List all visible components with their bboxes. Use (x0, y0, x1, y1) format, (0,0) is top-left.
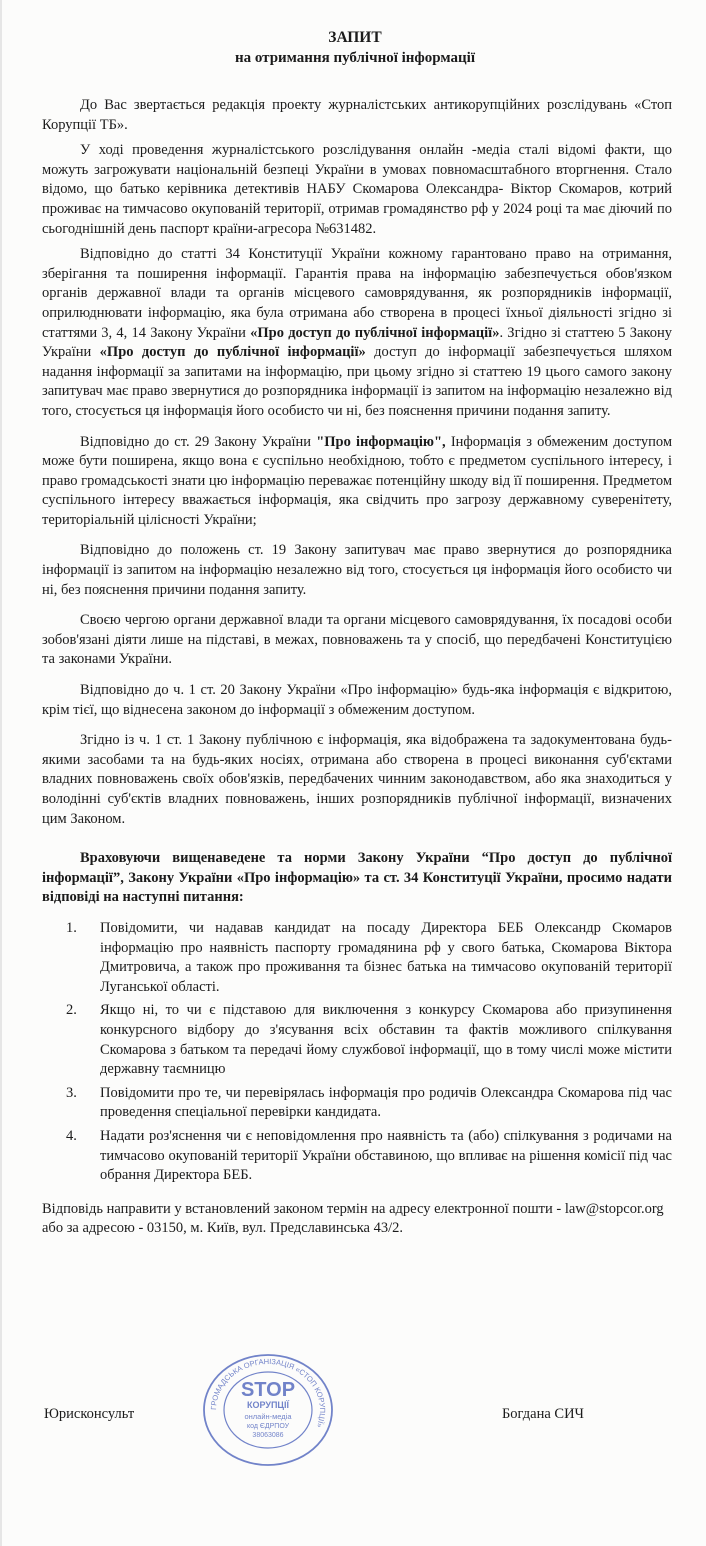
law-name-public-info-2: «Про доступ до публічної інформації» (99, 344, 366, 361)
article-29-text-1: Відповідно до ст. 29 Закону України (80, 433, 317, 450)
article-29-paragraph (42, 433, 672, 531)
stamp-main-text: STOP (240, 1379, 296, 1401)
intro-paragraph: До Вас звертається редакція проекту журналістських антикорупційних розслідувань «Стоп Корупції ТБ». (42, 97, 672, 133)
closing-paragraph: Відповідь направити у встановлений законом термін на адресу електронної пошти - law@stopcor.org або за адресою - 03150, м. Київ, вул. Предславинська 43/2. (42, 1200, 664, 1237)
constitution-text-2: . Згідно зі статтею 5 Закону України (42, 324, 672, 361)
document-subtitle: на отримання публічної інформації (234, 50, 476, 66)
title-block (2, 28, 706, 68)
question-number: 4. (66, 1127, 77, 1144)
question-text: Повідомити про те, чи перевірялась інформація про родичів Олександра Скомарова під час проведення спеціальної перевірки кандидата. (100, 1084, 672, 1121)
stamp-line-1: онлайн-медіа (244, 1412, 292, 1421)
question-text: Повідомити, чи надавав кандидат на посаду Директора БЕБ Олександр Скомаров інформацію про наявність паспорту громадянина рф у свого батька, Скомарова Віктора Дмитровича, а також про проживання та бізнес батька на тимчасово окупованій території Луганської області. (100, 919, 672, 995)
facts-paragraph: У ході проведення журналістського розслідування онлайн -медіа сталі відомі факти, що можуть загрожувати національній безпеці України в умовах повномасштабного вторгнення. Стало відомо, що батько керівника детективів НАБУ Скомарова Олександра- Віктор Скомаров, котрий проживає на тимчасово окупованій території, отримав громадянство рф у 2024 році та має діючий по сьогоднішній день паспорт країни-агресора №631482. (42, 142, 672, 237)
questions-list (42, 919, 672, 1186)
signature-row (42, 1406, 672, 1423)
list-item (42, 1001, 672, 1079)
document-body (42, 96, 672, 1250)
constitution-paragraph (42, 245, 672, 421)
question-number: 2. (66, 1002, 77, 1019)
stamp-line-3: 38063086 (252, 1432, 284, 1439)
question-number: 1. (66, 919, 77, 936)
authorities-paragraph: Своєю чергою органи державної влади та органи місцевого самоврядування, їх посадові особи зобов'язані діяти лише на підставі, в межах, повноважень та у спосіб, що передбачені Конституцією та законами України. (42, 612, 672, 668)
law-name-public-info-1: «Про доступ до публічної інформації» (250, 324, 500, 341)
constitution-text-3: доступ до інформації забезпечується шляхом надання інформації за запитами на інформацію, при цьому згідно зі статтею 19 цього самого закону запитувач має право звернутися до розпорядника інформації із запитом на інформацію незалежно від того, стосується ця інформація його особисто чи ні, без пояснення причини подання запиту. (42, 344, 672, 419)
article-20-paragraph: Відповідно до ч. 1 ст. 20 Закону України «Про інформацію» будь-яка інформація є відкритою, крім тієї, що віднесена законом до інформації з обмеженим доступом. (42, 682, 672, 718)
question-text: Надати роз'яснення чи є неповідомлення про наявність та (або) спілкування з родичами на тимчасово окупованій території України обставиною, що впливає на рішення комісії під час обрання Директора БЕБ. (100, 1127, 672, 1184)
question-number: 3. (66, 1084, 77, 1101)
question-text: Якщо ні, то чи є підставою для виключення з конкурсу Скомарова або призупинення конкурсного відбору до з'ясування всіх обставин та фактів можливого спілкування Скомарова з батьком та передачі йому службової інформації, що в тому числі може містити державну таємницю (100, 1002, 672, 1078)
signature-role: Юрисконсульт (44, 1406, 135, 1422)
article-29-text-2: Інформація з обмеженим доступом може бути поширена, якщо вона є суспільно необхідною, тобто є предметом суспільного інтересу, і право громадськості знати цю інформацію переважає потенційну шкоду від її поширення. Предметом суспільного інтересу вважається інформація, яка свідчить про загрозу державному суверенітету, територіальній цілісності України; (42, 433, 672, 528)
stamp-line-2: код ЄДРПОУ (246, 1423, 290, 1430)
request-intro: Враховуючи вищенаведене та норми Закону України “Про доступ до публічної інформації”, Закону України «Про інформацію» та ст. 34 Конституції України, просимо надати відповіді на наступні питання: (42, 850, 672, 906)
stamp-sub-text: КОРУПЦІЇ (246, 1400, 290, 1410)
article-19-paragraph: Відповідно до положень ст. 19 Закону запитувач має право звернутися до розпорядника інформації із запитом на інформацію незалежно від того, стосується ця інформація його особисто чи ні, без пояснення причини подання запиту. (42, 542, 672, 598)
list-item (42, 1127, 672, 1186)
law-name-info: "Про інформацію", (316, 433, 446, 450)
signature-name: Богдана СИЧ (501, 1406, 584, 1422)
list-item (42, 919, 672, 997)
document-title: ЗАПИТ (328, 29, 382, 46)
constitution-text-1: Відповідно до статті 34 Конституції України кожному гарантовано право на отримання, зберігання та поширення інформації. Гарантія права на інформацію забезпечується обов'язком органів державної влади та органів місцевого самоврядування, як розпорядників інформації, оприлюднювати інформацію, яка була отримана або створена в процесі їхньої діяльності згідно зі статтями 3, 4, 14 Закону України (42, 246, 672, 341)
list-item (42, 1084, 672, 1123)
stamp-ring-text: ГРОМАДСЬКА ОРГАНІЗАЦІЯ «СТОП КОРУПЦІЇ» (208, 1356, 328, 1429)
article-1-paragraph: Згідно із ч. 1 ст. 1 Закону публічною є інформація, яка відображена та задокументована будь-якими засобами та на будь-яких носіях, отримана або створена в процесі виконання суб'єктами владних повноважень своїх обов'язків, передбачених чинним законодавством, або яка знаходиться у володінні суб'єктів владних повноважень, інших розпорядників публічної інформації, визначених цим Законом. (42, 732, 672, 827)
